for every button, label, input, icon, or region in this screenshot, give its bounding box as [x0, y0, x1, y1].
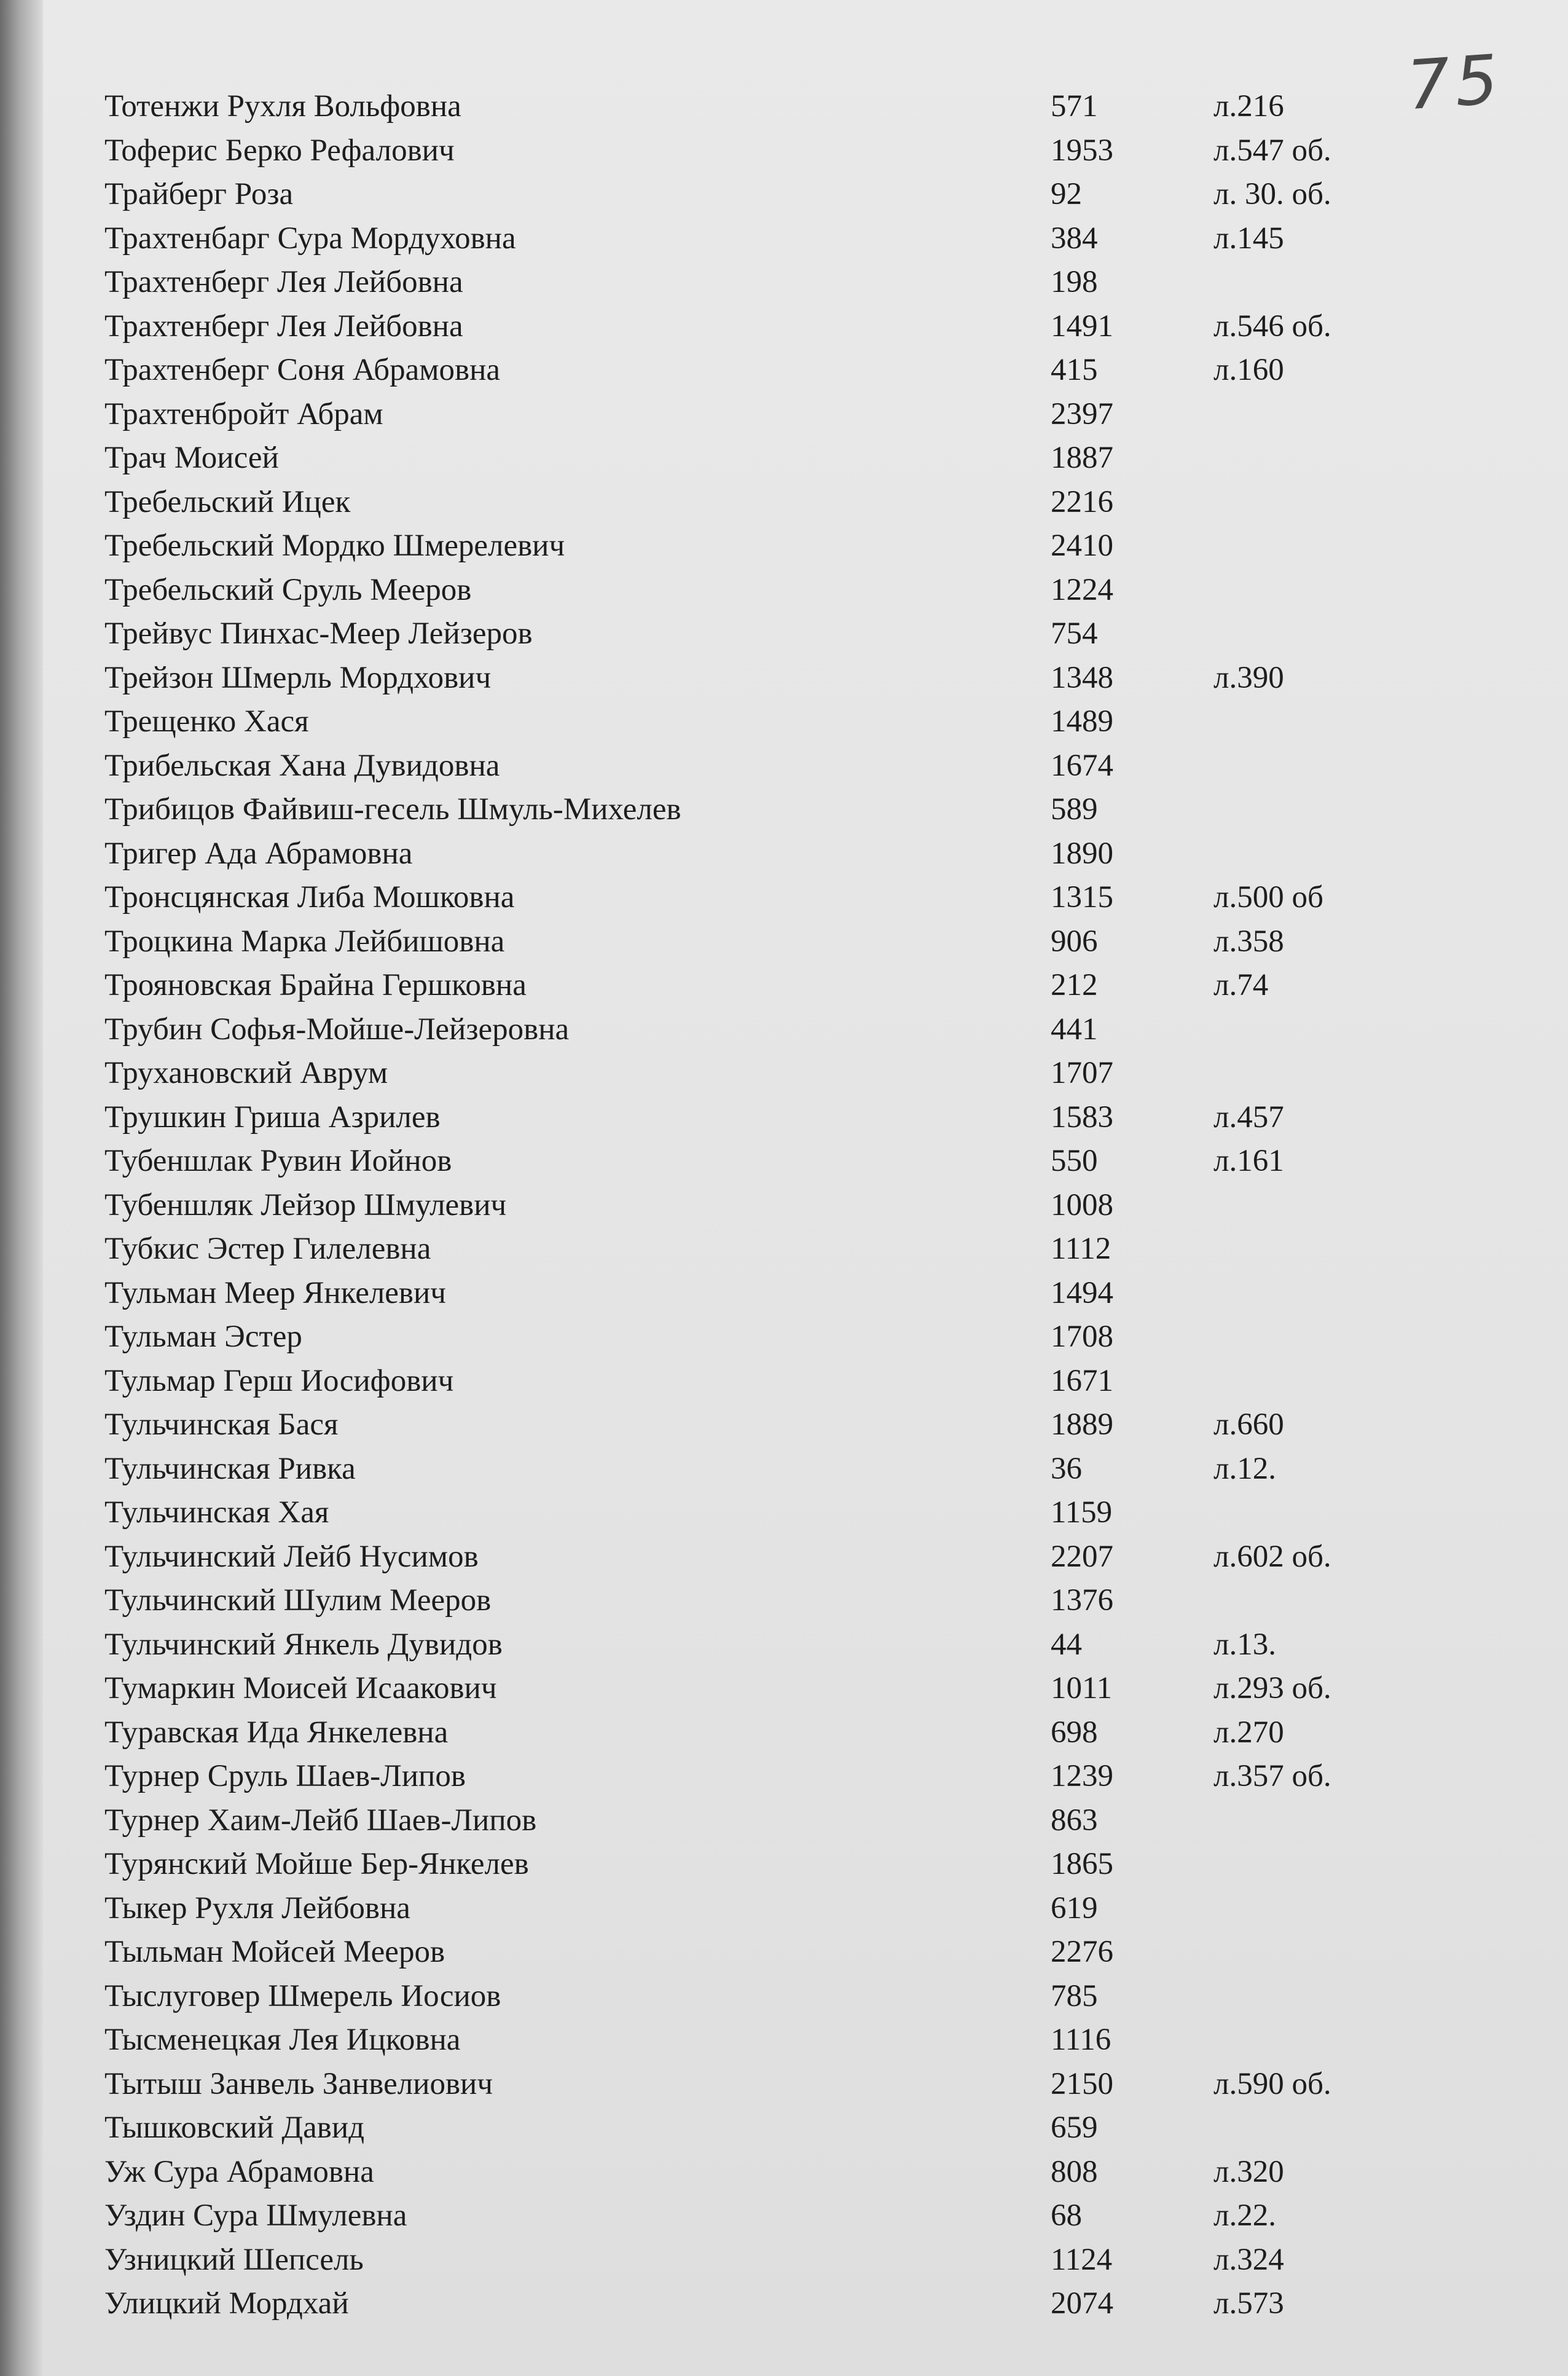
entry-name: Трахтенберг Лея Лейбовна [104, 309, 463, 344]
entry-row [92, 2106, 1413, 2150]
entry-row [92, 173, 1413, 217]
entry-name: Трухановский Аврум [104, 1056, 388, 1090]
entry-row [92, 393, 1413, 437]
entry-number: 1887 [1051, 441, 1113, 475]
entry-sheet: л.590 об. [1213, 2066, 1331, 2101]
entry-number: 212 [1051, 968, 1098, 1002]
entry-number: 2276 [1051, 1935, 1113, 1969]
entry-name: Тыслуговер Шмерель Иосиов [104, 1978, 501, 2013]
entry-name: Тыльман Мойсей Мееров [104, 1935, 445, 1969]
entry-row [92, 568, 1413, 613]
entry-number: 1890 [1051, 836, 1113, 871]
entry-sheet: л.293 об. [1213, 1671, 1331, 1705]
entry-name: Тульчинская Ривка [104, 1451, 356, 1486]
entry-row [92, 261, 1413, 305]
entry-number: 1239 [1051, 1759, 1113, 1793]
entry-row [92, 656, 1413, 701]
entry-number: 384 [1051, 221, 1098, 256]
entry-sheet: л.573 [1213, 2286, 1284, 2321]
entry-row [92, 1008, 1413, 1052]
entry-row [92, 1139, 1413, 1184]
entry-row [92, 1272, 1413, 1316]
entry-sheet: л.547 об. [1213, 133, 1331, 168]
entry-number: 1583 [1051, 1099, 1113, 1135]
entry-name: Троцкина Марка Лейбишовна [104, 924, 505, 959]
entry-name: Трайберг Роза [104, 177, 294, 211]
entry-name: Трибельская Хана Дувидовна [104, 748, 500, 783]
entry-name: Трахтенбройт Абрам [104, 396, 383, 431]
entry-row [92, 1667, 1413, 1711]
entry-number: 1491 [1051, 309, 1113, 344]
entry-row [92, 2282, 1413, 2326]
entry-name: Трубин Софья-Мойше-Лейзеровна [104, 1012, 570, 1047]
entry-name: Трахтенберг Лея Лейбовна [104, 265, 463, 299]
entry-name: Тубеншляк Лейзор Шмулевич [104, 1187, 507, 1222]
entry-row [92, 2150, 1413, 2195]
entry-name: Трояновская Брайна Гершковна [104, 968, 527, 1002]
entry-row [92, 832, 1413, 876]
entry-sheet: л.74 [1213, 968, 1269, 1002]
entry-number: 1953 [1051, 133, 1113, 168]
entry-name: Тыкер Рухля Лейбовна [104, 1890, 410, 1926]
entry-row [92, 1315, 1413, 1359]
entry-name: Уж Сура Абрамовна [104, 2154, 374, 2189]
entry-number: 1124 [1051, 2242, 1113, 2277]
entry-number: 550 [1051, 1144, 1098, 1178]
entry-sheet: л.320 [1213, 2154, 1284, 2189]
entry-number: 1376 [1051, 1583, 1113, 1618]
entry-name: Требельский Ицек [104, 484, 351, 519]
entry-number: 1112 [1051, 1232, 1111, 1266]
entry-row [92, 481, 1413, 525]
entry-row [92, 1096, 1413, 1140]
entry-name: Турнер Сруль Шаев-Липов [104, 1759, 466, 1793]
entry-name: Тригер Ада Абрамовна [104, 836, 413, 871]
entry-name: Тульчинская Бася [104, 1407, 339, 1442]
entry-name: Требельский Сруль Мееров [104, 572, 472, 607]
entry-name: Тульмар Герш Иосифович [104, 1363, 454, 1398]
entry-row [92, 1975, 1413, 2019]
entry-name: Тысменецкая Лея Ицковна [104, 2023, 461, 2057]
entry-name: Турнер Хаим-Лейб Шаев-Липов [104, 1803, 537, 1838]
entry-number: 619 [1051, 1890, 1098, 1926]
entry-name: Тытыш Занвель Занвелиович [104, 2066, 493, 2101]
entry-number: 863 [1051, 1803, 1098, 1838]
entry-row [92, 1799, 1413, 1843]
entry-sheet: л.357 об. [1213, 1759, 1331, 1793]
entry-name: Трахтенберг Соня Абрамовна [104, 353, 500, 387]
entry-number: 785 [1051, 1978, 1098, 2013]
entry-sheet: л.602 об. [1213, 1539, 1331, 1574]
entry-number: 906 [1051, 924, 1098, 959]
entry-number: 1708 [1051, 1320, 1113, 1354]
entry-name: Трейвус Пинхас-Меер Лейзеров [104, 616, 533, 651]
entry-row [92, 436, 1413, 481]
entry-number: 1348 [1051, 660, 1113, 695]
entry-name: Тотенжи Рухля Вольфовна [104, 89, 461, 124]
entry-name: Трахтенбарг Сура Мордуховна [104, 221, 516, 256]
entry-row [92, 85, 1413, 129]
entry-row [92, 1843, 1413, 1887]
entry-number: 1707 [1051, 1056, 1113, 1090]
entry-number: 1159 [1051, 1495, 1113, 1530]
entry-sheet: л.500 об [1213, 880, 1323, 915]
entry-number: 1011 [1051, 1671, 1113, 1705]
entry-row [92, 1887, 1413, 1931]
entry-name: Улицкий Мордхай [104, 2286, 349, 2321]
entry-name: Турянский Мойше Бер-Янкелев [104, 1847, 529, 1881]
entry-number: 44 [1051, 1627, 1082, 1662]
entry-number: 2397 [1051, 396, 1113, 431]
entry-name: Узницкий Шепсель [104, 2242, 364, 2277]
entry-row [92, 1623, 1413, 1667]
entry-number: 2207 [1051, 1539, 1113, 1574]
entry-name: Тульчинский Янкель Дувидов [104, 1627, 503, 1662]
entry-number: 808 [1051, 2154, 1098, 2189]
entry-row [92, 920, 1413, 964]
entry-number: 1674 [1051, 748, 1113, 783]
entry-name: Уздин Сура Шмулевна [104, 2198, 407, 2233]
entry-row [92, 876, 1413, 920]
entry-name: Трушкин Гриша Азрилев [104, 1099, 441, 1135]
entry-row [92, 524, 1413, 568]
entry-name: Тышковский Давид [104, 2110, 365, 2145]
entry-row [92, 348, 1413, 393]
entry-sheet: л.22. [1213, 2198, 1276, 2233]
entry-name: Тубкис Эстер Гилелевна [104, 1232, 431, 1266]
entry-name: Тубеншлак Рувин Иойнов [104, 1144, 452, 1178]
entry-row [92, 1579, 1413, 1623]
entry-row [92, 2018, 1413, 2063]
entry-row [92, 788, 1413, 832]
entry-number: 571 [1051, 89, 1098, 124]
page-number: 75 [1404, 39, 1506, 125]
entry-sheet: л.546 об. [1213, 309, 1331, 344]
entry-name: Тульчинский Лейб Нусимов [104, 1539, 479, 1574]
entry-name: Тульман Эстер [104, 1320, 302, 1354]
entry-row [92, 1930, 1413, 1975]
entry-name: Тульчинская Хая [104, 1495, 329, 1530]
entry-number: 415 [1051, 353, 1098, 387]
entry-name: Тумаркин Моисей Исаакович [104, 1671, 497, 1705]
entry-list [92, 85, 1413, 2326]
entry-number: 1865 [1051, 1847, 1113, 1881]
entry-number: 1489 [1051, 704, 1113, 739]
entry-sheet: л.660 [1213, 1407, 1284, 1442]
entry-row [92, 1491, 1413, 1535]
entry-row [92, 129, 1413, 173]
entry-row [92, 1755, 1413, 1799]
entry-name: Трибицов Файвиш-гесель Шмуль-Михелев [104, 792, 681, 827]
entry-number: 1224 [1051, 572, 1113, 607]
entry-row [92, 217, 1413, 261]
entry-number: 1116 [1051, 2023, 1111, 2057]
entry-sheet: л.13. [1213, 1627, 1276, 1662]
entry-number: 1671 [1051, 1363, 1113, 1398]
entry-sheet: л.145 [1213, 221, 1284, 256]
entry-row [92, 2194, 1413, 2238]
entry-sheet: л.390 [1213, 660, 1284, 695]
entry-row [92, 1447, 1413, 1492]
binding-shadow [0, 0, 43, 2376]
entry-number: 2150 [1051, 2066, 1113, 2101]
entry-number: 198 [1051, 265, 1098, 299]
entry-row [92, 964, 1413, 1008]
entry-number: 36 [1051, 1451, 1082, 1486]
entry-number: 1008 [1051, 1187, 1113, 1222]
entry-number: 2410 [1051, 529, 1113, 563]
entry-sheet: л.324 [1213, 2242, 1284, 2277]
entry-row [92, 1403, 1413, 1447]
entry-number: 441 [1051, 1012, 1098, 1047]
entry-row [92, 2063, 1413, 2107]
entry-row [92, 612, 1413, 656]
entry-name: Тронсцянская Либа Мошковна [104, 880, 515, 915]
entry-row [92, 1535, 1413, 1579]
entry-number: 92 [1051, 177, 1082, 211]
entry-number: 698 [1051, 1715, 1098, 1750]
entry-row [92, 2238, 1413, 2283]
entry-row [92, 700, 1413, 744]
entry-row [92, 1711, 1413, 1755]
entry-sheet: л.216 [1213, 89, 1284, 124]
entry-number: 1315 [1051, 880, 1113, 915]
entry-row [92, 1052, 1413, 1096]
entry-name: Тоферис Берко Рефалович [104, 133, 455, 168]
entry-sheet: л.270 [1213, 1715, 1284, 1750]
entry-sheet: л.358 [1213, 924, 1284, 959]
entry-row [92, 744, 1413, 789]
entry-number: 2216 [1051, 484, 1113, 519]
entry-sheet: л. 30. об. [1213, 177, 1331, 211]
entry-row [92, 1227, 1413, 1272]
entry-number: 589 [1051, 792, 1098, 827]
entry-number: 2074 [1051, 2286, 1113, 2321]
entry-sheet: л.161 [1213, 1144, 1284, 1178]
entry-name: Трач Моисей [104, 441, 279, 475]
entry-name: Тульчинский Шулим Мееров [104, 1583, 492, 1618]
entry-name: Трейзон Шмерль Мордхович [104, 660, 492, 695]
entry-number: 659 [1051, 2110, 1098, 2145]
entry-number: 1889 [1051, 1407, 1113, 1442]
entry-row [92, 1359, 1413, 1404]
entry-sheet: л.160 [1213, 353, 1284, 387]
entry-row [92, 1184, 1413, 1228]
entry-number: 1494 [1051, 1275, 1113, 1310]
entry-row [92, 305, 1413, 349]
entry-name: Трещенко Хася [104, 704, 309, 739]
entry-number: 68 [1051, 2198, 1082, 2233]
entry-name: Тульман Меер Янкелевич [104, 1275, 446, 1310]
entry-sheet: л.457 [1213, 1099, 1284, 1135]
entry-number: 754 [1051, 616, 1098, 651]
entry-sheet: л.12. [1213, 1451, 1276, 1486]
entry-name: Туравская Ида Янкелевна [104, 1715, 449, 1750]
entry-name: Требельский Мордко Шмерелевич [104, 529, 565, 563]
